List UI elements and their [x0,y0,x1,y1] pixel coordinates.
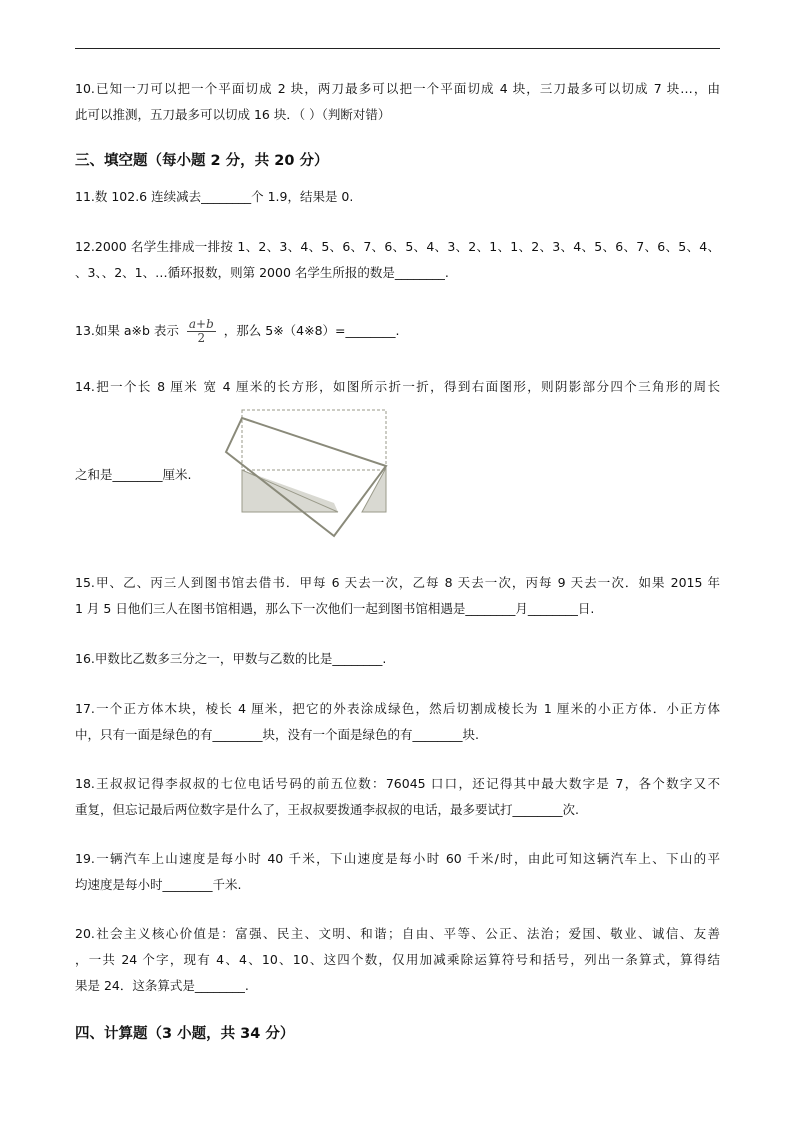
q18-line2: 重复，但忘记最后两位数字是什么了，王叔叔要拨通李叔叔的电话，最多要试打________次. [75,802,579,817]
folded-rectangle-figure [222,408,392,540]
q11: 11.数 102.6 连续减去________个 1.9，结果是 0. [75,189,354,204]
q20-line3: 果是 24．这条算式是________. [75,978,249,993]
q10-line1: 10.已知一刀可以把一个平面切成 2 块，两刀最多可以把一个平面切成 4 块，三刀最多可以切成 7 块…，由 [75,81,720,96]
q20-line1: 20.社会主义核心价值是：富强、民主、文明、和谐；自由、平等、公正、法治；爱国、敬业、诚信、友善 [75,926,720,941]
q13 [75,316,400,346]
q15-line2: 1 月 5 日他们三人在图书馆相遇，那么下一次他们一起到图书馆相遇是________月________日. [75,601,595,616]
q18-line1: 18.王叔叔记得李叔叔的七位电话号码的前五位数：76045 口口，还记得其中最大数字是 7，各个数字又不 [75,776,720,791]
fraction-numerator: a+b [188,317,214,331]
q13-suffix: ，那么 5※（4※8）=________. [223,323,400,338]
original-rectangle-outline [242,410,386,470]
fraction-denominator: 2 [197,331,206,345]
q12-line1: 12.2000 名学生排成一排按 1、2、3、4、5、6、7、6、5、4、3、2、1、1、2、3、4、5、6、7、6、5、4、 [75,239,720,254]
q13-prefix: 13.如果 a※b 表示 [75,323,179,338]
section4-title: 四、计算题（3 小题，共 34 分） [75,1026,295,1042]
q17-line1: 17.一个正方体木块，棱长 4 厘米，把它的外表涂成绿色，然后切割成棱长为 1 厘米的小正方体．小正方体 [75,701,720,716]
q16: 16.甲数比乙数多三分之一，甲数与乙数的比是________. [75,651,387,666]
q10-line2: 此可以推测，五刀最多可以切成 16 块．（ ）（判断对错） [75,107,391,122]
header-rule [75,48,720,49]
q19-line1: 19.一辆汽车上山速度是每小时 40 千米，下山速度是每小时 60 千米/时，由此可知这辆汽车上、下山的平 [75,851,720,866]
q17-line2: 中，只有一面是绿色的有________块，没有一个面是绿色的有________块. [75,727,479,742]
q15-line1: 15.甲、乙、丙三人到图书馆去借书．甲每 6 天去一次，乙每 8 天去一次，丙每 9 天去一次．如果 2015 年 [75,575,720,590]
fraction-a-plus-b-over-2 [187,318,216,345]
section3-title: 三、填空题（每小题 2 分，共 20 分） [75,153,329,169]
q14-line2: 之和是________厘米. [75,467,192,482]
q19-line2: 均速度是每小时________千米. [75,877,242,892]
q14-line1: 14.把一个长 8 厘米 宽 4 厘米的长方形，如图所示折一折，得到右面图形，则阴影部分四个三角形的周长 [75,379,720,394]
q20-line2: ，一共 24 个字，现有 4、4、10、10、这四个数，仅用加减乘除运算符号和括号，列出一条算式，算得结 [75,952,720,967]
q12-line2: 、3、、2、1、…循环报数，则第 2000 名学生所报的数是________. [75,265,449,280]
